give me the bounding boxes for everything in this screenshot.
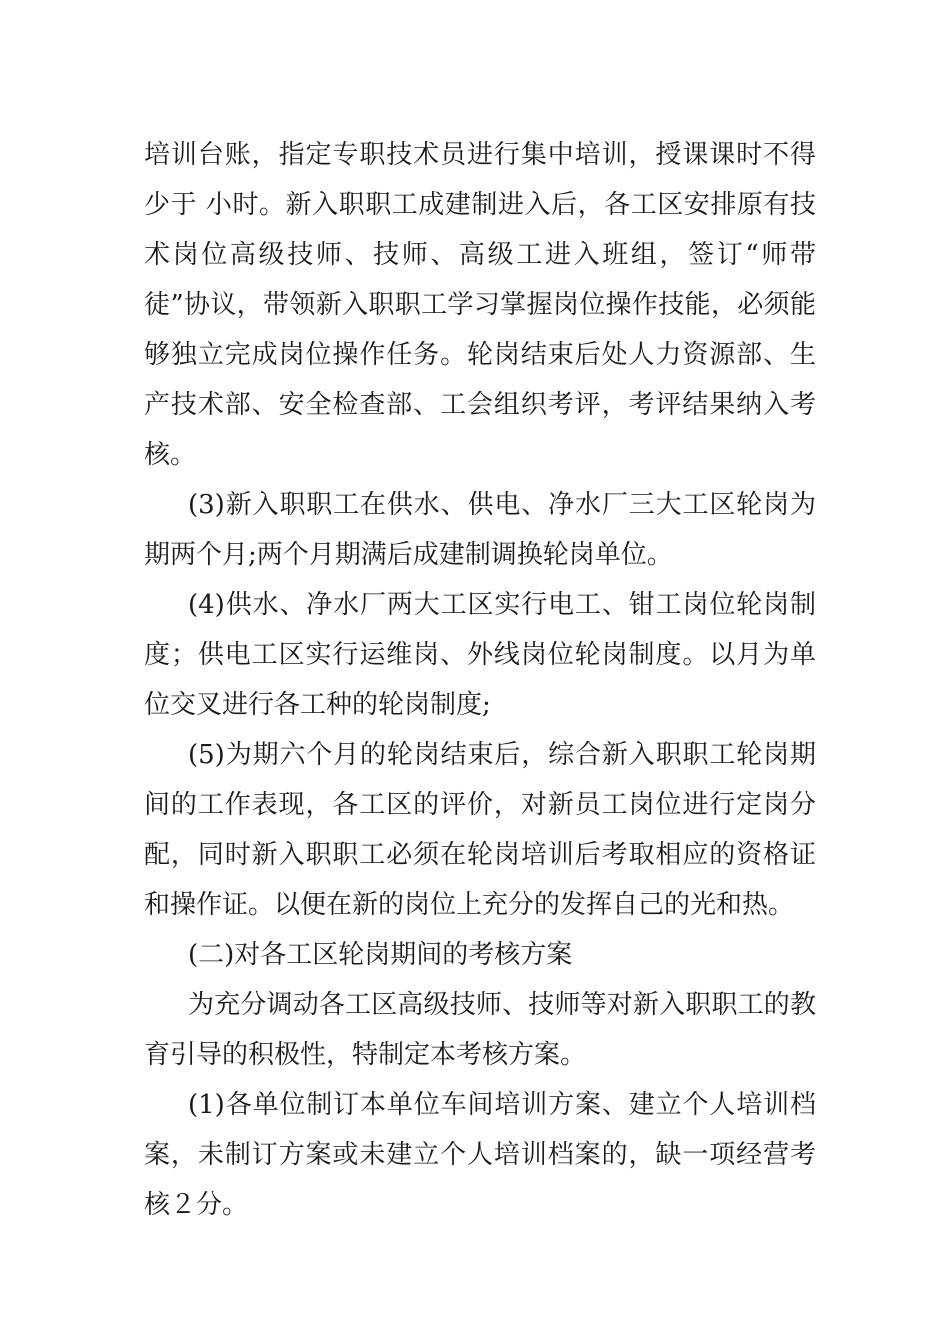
section-heading-assessment: (二)对各工区轮岗期间的考核方案 bbox=[188, 940, 573, 970]
paragraph-assessment-intro: 为充分调动各工区高级技师、技师等对新入职职工的教育引导的积极性，特制定本考核方案。 bbox=[144, 990, 816, 1070]
paragraph-assessment-item-1: (1)各单位制订本单位车间培训方案、建立个人培训档案，未制订方案或未建立个人培训档案的，缺一项经营考核２分。 bbox=[144, 1090, 816, 1220]
document-body bbox=[144, 130, 816, 1230]
paragraph-item-5: (5)为期六个月的轮岗结束后，综合新入职职工轮岗期间的工作表现，各工区的评价，对新员工岗位进行定岗分配，同时新入职职工必须在轮岗培训后考取相应的资格证和操作证。以便在新的岗位上充分的发挥自己的光和热。 bbox=[144, 740, 816, 920]
paragraph-item-3: (3)新入职职工在供水、供电、净水厂三大工区轮岗为期两个月;两个月期满后成建制调换轮岗单位。 bbox=[144, 490, 816, 570]
paragraph-training-ledger: 培训台账，指定专职技术员进行集中培训，授课课时不得少于 小时。新入职职工成建制进入后，各工区安排原有技术岗位高级技师、技师、高级工进入班组，签订“师带徒”协议，带领新入职职工学习掌握岗位操作技能，必须能够独立完成岗位操作任务。轮岗结束后处人力资源部、生产技术部、安全检查部、工会组织考评，考评结果纳入考核。 bbox=[144, 140, 816, 470]
paragraph-item-4: (4)供水、净水厂两大工区实行电工、钳工岗位轮岗制度；供电工区实行运维岗、外线岗位轮岗制度。以月为单位交叉进行各工种的轮岗制度; bbox=[144, 590, 816, 720]
